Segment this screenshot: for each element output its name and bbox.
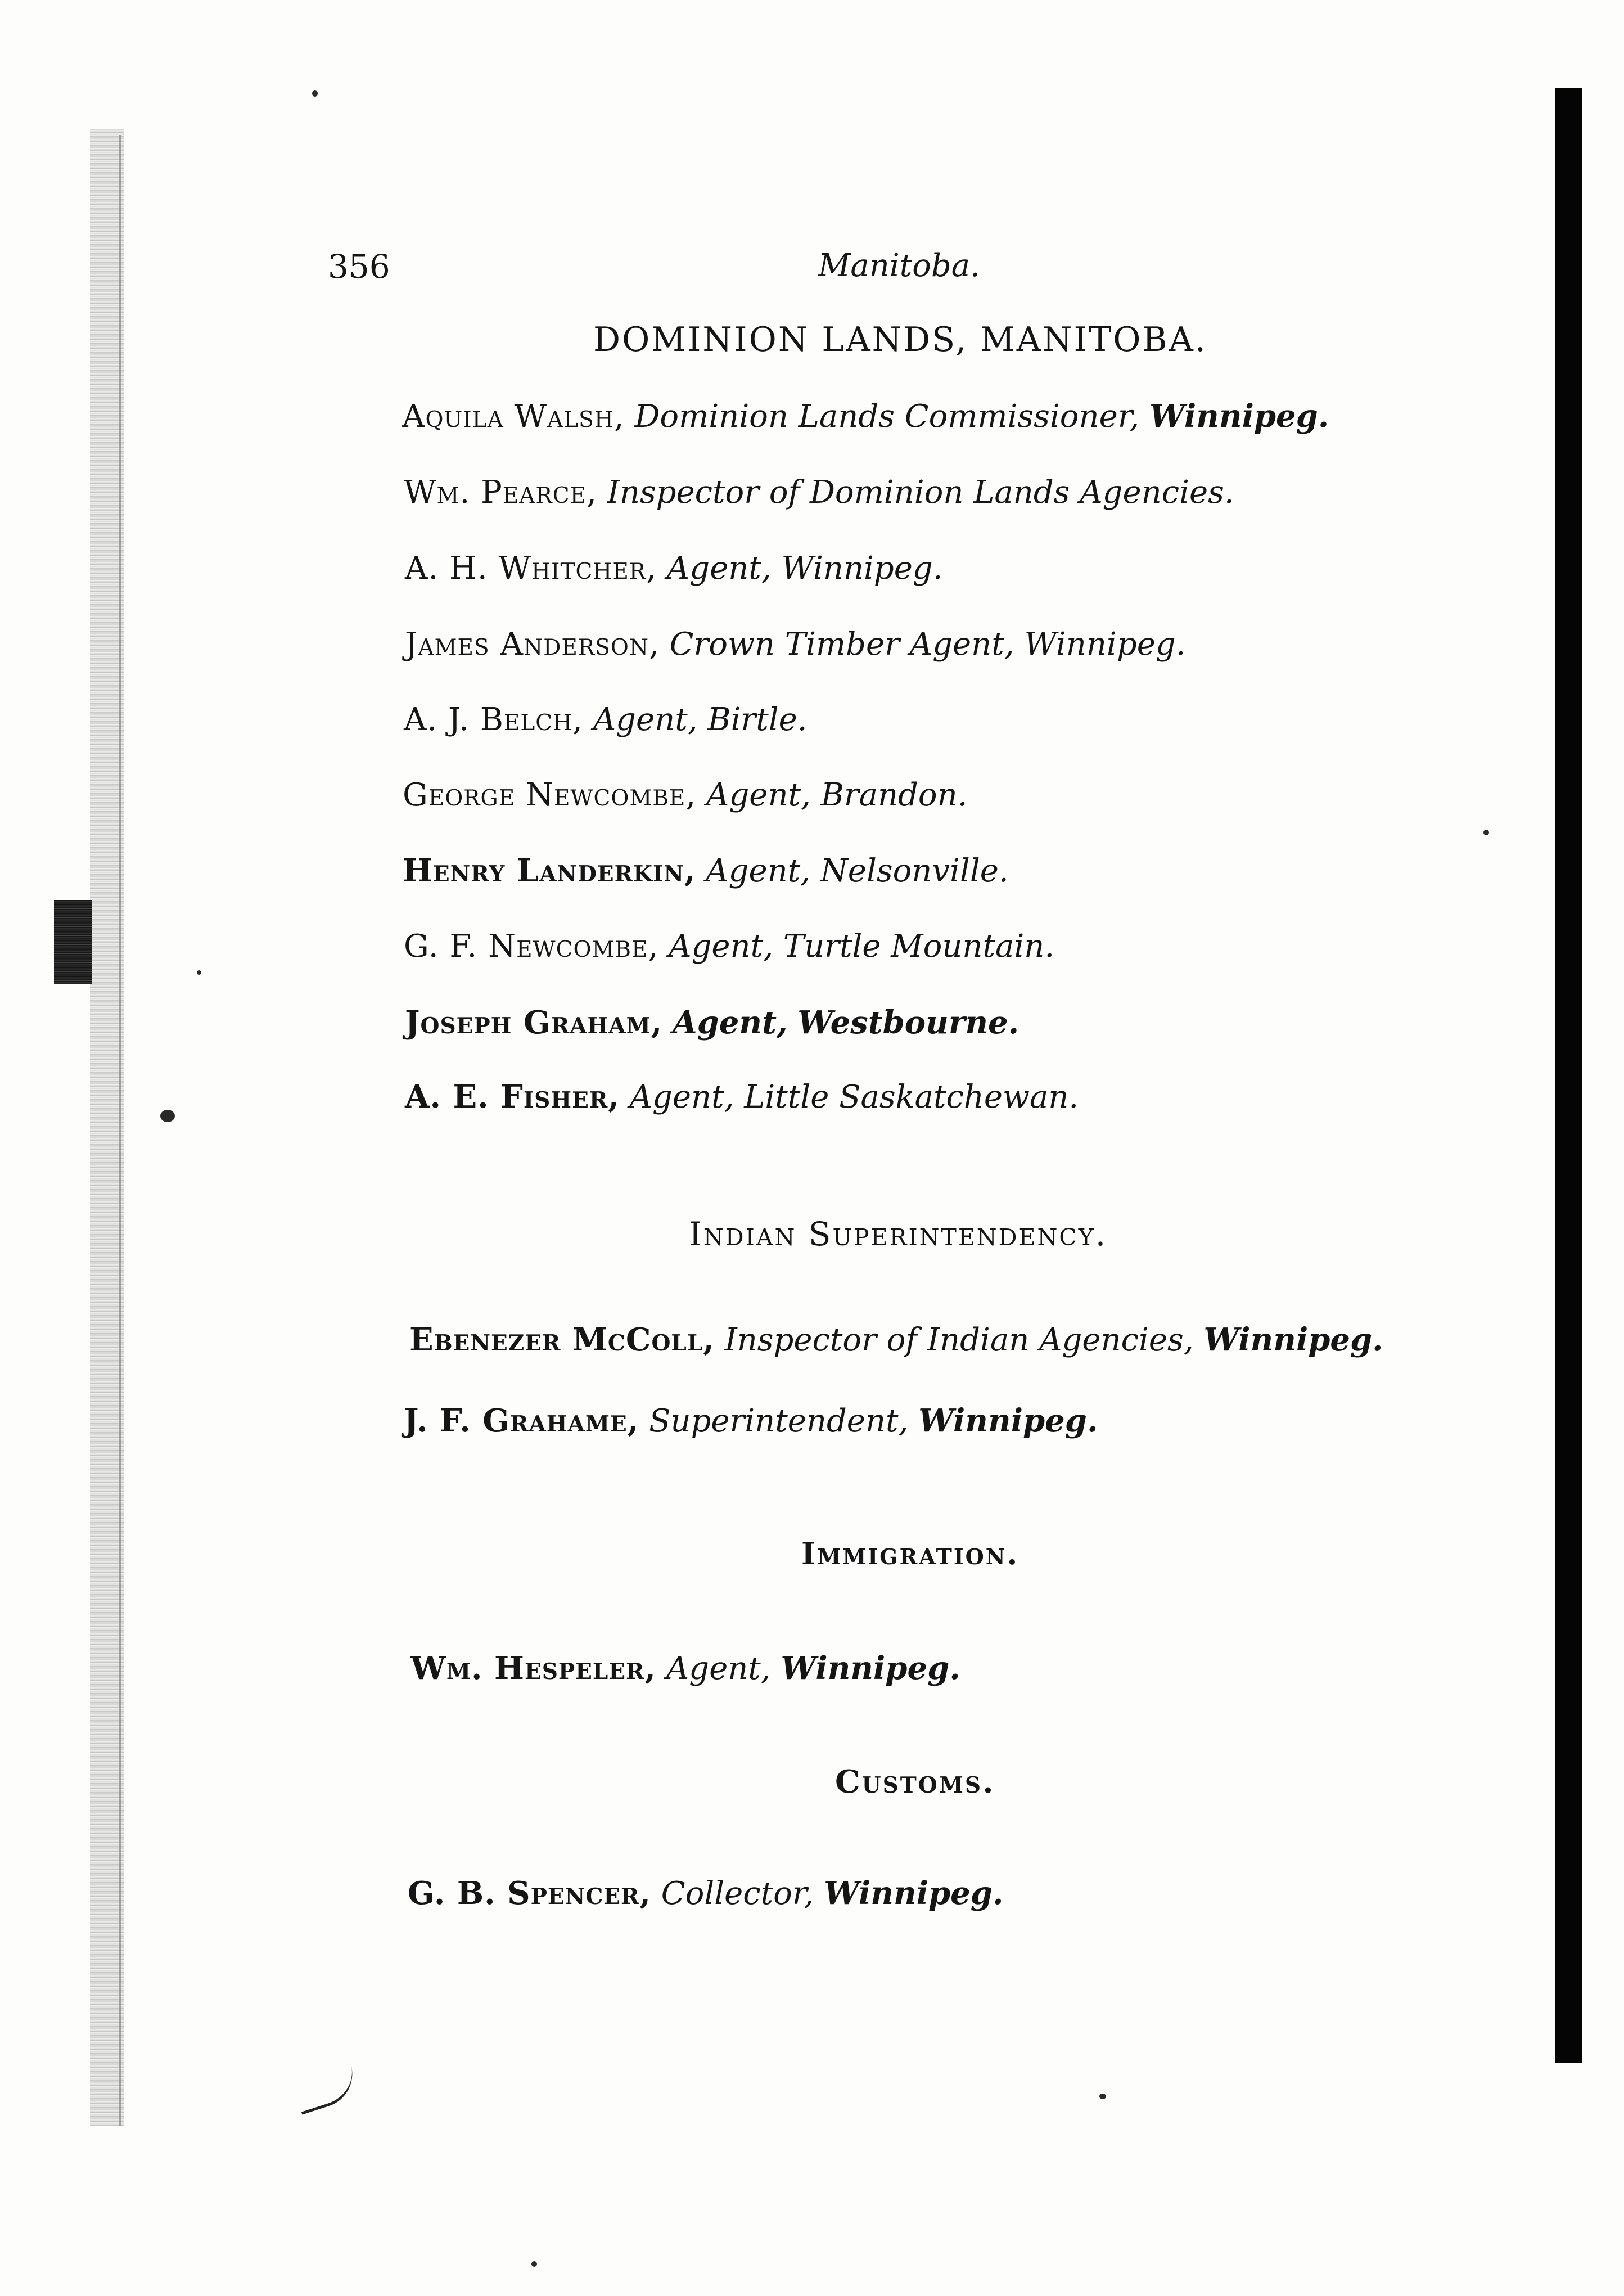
section-heading: Immigration. xyxy=(801,1536,1019,1572)
entry-name: Wm. Pearce, xyxy=(404,474,597,511)
page-edge-black-bar xyxy=(1555,88,1582,2063)
entry-role: Agent, xyxy=(666,1650,771,1687)
entry-role: Crown Timber Agent, xyxy=(669,626,1014,663)
entry-name: A. E. Fisher, xyxy=(405,1078,620,1115)
directory-entry xyxy=(405,1004,1019,1041)
entry-place: Winnipeg. xyxy=(1149,398,1329,435)
entry-role: Agent, xyxy=(673,1004,788,1041)
entry-place: Winnipeg. xyxy=(781,550,943,587)
page-number: 356 xyxy=(328,247,390,286)
directory-entry xyxy=(404,701,808,738)
entry-name: A. J. Belch, xyxy=(404,701,583,738)
entry-name: A. H. Whitcher, xyxy=(405,550,657,587)
section-heading: Indian Superintendency. xyxy=(689,1215,1108,1253)
ink-speck xyxy=(531,2261,537,2267)
entry-role: Inspector of Dominion Lands Agencies. xyxy=(607,474,1234,511)
entry-place: Brandon. xyxy=(820,777,968,813)
entry-place: Nelsonville. xyxy=(820,853,1009,889)
binding-edge-line xyxy=(119,135,121,2126)
binding-dark-patch xyxy=(54,900,92,984)
entry-role: Agent, xyxy=(629,1079,734,1115)
entry-role: Dominion Lands Commissioner, xyxy=(634,398,1140,435)
directory-entry xyxy=(405,1078,1079,1115)
entry-place: Winnipeg. xyxy=(1203,1321,1383,1358)
ink-speck xyxy=(197,970,201,975)
entry-place: Little Saskatchewan. xyxy=(744,1079,1079,1115)
pen-stroke-mark xyxy=(286,2045,361,2114)
directory-entry xyxy=(409,1321,1383,1358)
directory-entry xyxy=(402,400,1329,433)
entry-name: Aquila Walsh, xyxy=(402,398,625,435)
entry-place: Westbourne. xyxy=(797,1004,1019,1041)
entry-name: George Newcombe, xyxy=(403,777,697,813)
entry-place: Winnipeg. xyxy=(781,1650,960,1687)
entry-place: Winnipeg. xyxy=(824,1875,1004,1912)
directory-entry xyxy=(405,550,943,587)
entry-name: Joseph Graham, xyxy=(405,1004,663,1041)
entry-role: Agent, xyxy=(669,928,773,965)
directory-entry xyxy=(404,928,1055,965)
ink-speck xyxy=(1099,2094,1106,2099)
entry-place: Winnipeg. xyxy=(1024,626,1186,663)
entry-name: James Anderson, xyxy=(405,626,660,663)
directory-entry xyxy=(408,1875,1004,1912)
running-head: Manitoba. xyxy=(818,247,980,284)
entry-role: Agent, xyxy=(706,777,811,813)
entry-name: G. F. Newcombe, xyxy=(404,928,659,965)
entry-name: J. F. Grahame, xyxy=(404,1402,639,1439)
ink-speck xyxy=(1483,830,1489,835)
entry-role: Collector, xyxy=(661,1875,814,1912)
section-heading: Customs. xyxy=(835,1763,995,1800)
entry-place: Winnipeg. xyxy=(918,1402,1098,1439)
directory-entry xyxy=(410,1650,960,1687)
directory-entry xyxy=(403,852,1009,889)
entry-name: Henry Landerkin, xyxy=(403,852,696,889)
entry-role: Inspector of Indian Agencies, xyxy=(724,1322,1194,1358)
section-title: DOMINION LANDS, MANITOBA. xyxy=(593,320,1207,359)
entry-role: Agent, xyxy=(666,550,772,587)
entry-name: Ebenezer McColl, xyxy=(409,1321,715,1358)
entry-place: Birtle. xyxy=(707,701,808,738)
directory-entry xyxy=(404,1402,1098,1439)
ink-speck xyxy=(312,90,318,97)
directory-entry xyxy=(405,626,1186,663)
entry-role: Superintendent, xyxy=(649,1403,909,1439)
entry-role: Agent, xyxy=(593,701,698,738)
directory-entry xyxy=(404,474,1234,511)
directory-entry xyxy=(403,777,968,813)
entry-name: Wm. Hespeler, xyxy=(410,1650,656,1687)
binding-shadow xyxy=(90,129,124,2126)
ink-speck xyxy=(160,1110,175,1122)
entry-role: Agent, xyxy=(706,853,810,889)
entry-name: G. B. Spencer, xyxy=(408,1875,651,1912)
entry-place: Turtle Mountain. xyxy=(783,928,1055,965)
